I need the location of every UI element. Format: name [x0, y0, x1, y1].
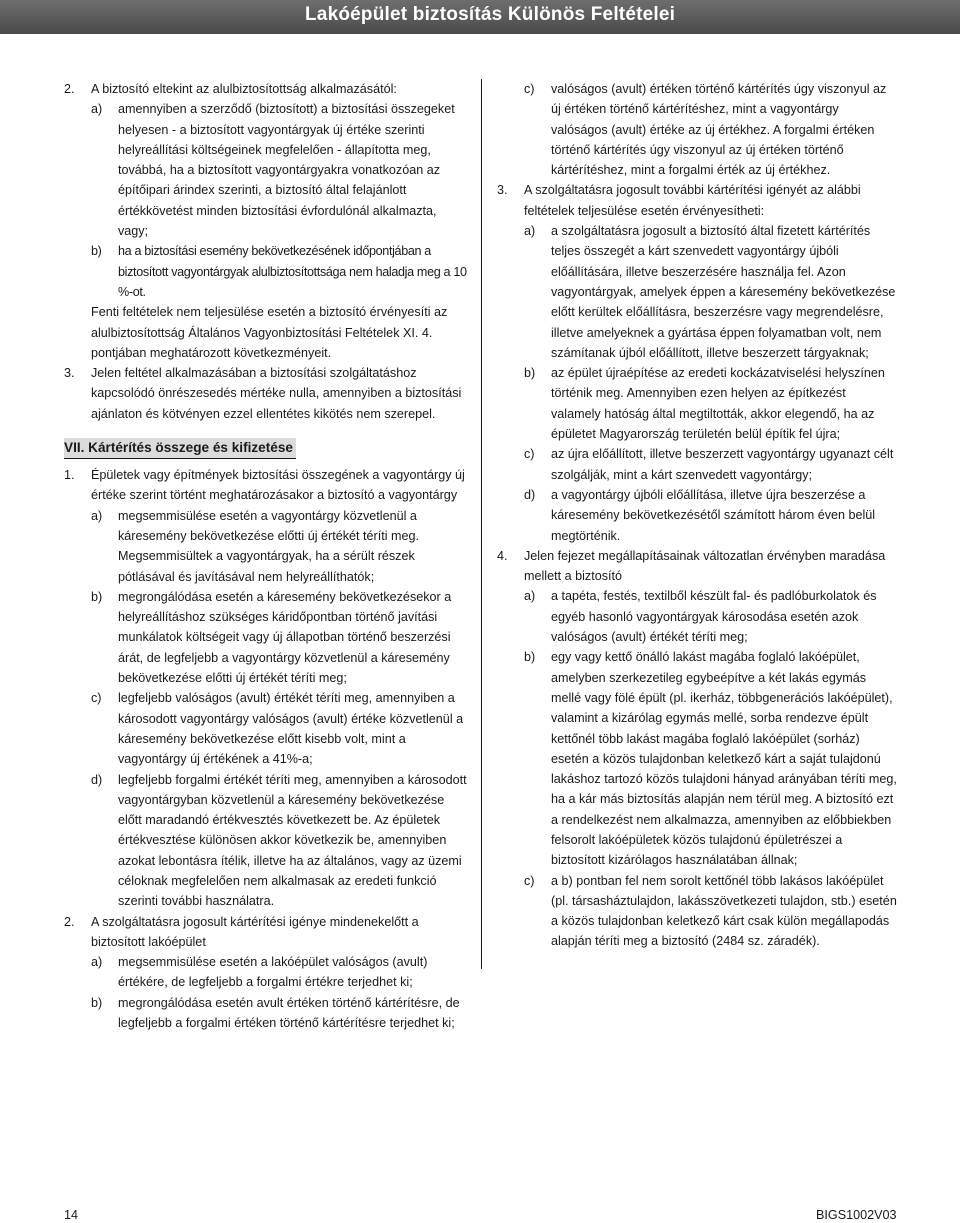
clause-label: c) — [524, 447, 535, 462]
clause-label: c) — [524, 82, 535, 96]
clause-number: 1. — [64, 468, 75, 483]
clause-label: b) — [524, 366, 536, 381]
clause-number: 4. — [497, 548, 508, 563]
clause-label: b) — [91, 244, 102, 259]
header-bar — [0, 0, 960, 34]
clause-text: a vagyontárgy újbóli előállítása, illetve újra beszerzése a káresemény bekövetkezésétől számított három éven belül megtörténik. — [551, 487, 876, 543]
right-column — [497, 79, 897, 952]
clause-vii-4 — [497, 546, 897, 587]
clause-label: a) — [524, 589, 536, 604]
clause-label: a) — [91, 508, 103, 523]
clause-number: 3. — [497, 183, 508, 198]
clause-text: megsemmisülése esetén a vagyontárgy közvetlenül a káresemény bekövetkezése előtti új értékét téríti meg. Megsemmisültek a vagyontárgyak, ha a sérült részek pótlásával és javításával nem helyreállíthatók; — [118, 508, 419, 584]
clause-text: az épület újraépítése az eredeti kockázatviselési helyszínen történik meg. Amennyiben ezen helyen az építkezést valamely hatóság által megtiltották, akkor elegendő, ha az épületet Magyarország területén belül építik fel újra; — [551, 366, 885, 442]
clause-vii-3d — [497, 485, 897, 546]
clause-text: A szolgáltatásra jogosult további kártérítési igényét az alábbi feltételek teljesülése esetén érvényesítheti: — [524, 183, 861, 218]
clause-label: a) — [91, 102, 103, 117]
clause-text: megrongálódása esetén a káresemény bekövetkezésekor a helyreállításhoz szükséges káridőpontban történő javítási munkálatok költségeit vagy új állapotban történő beszerzési árát, de legfeljebb a vagyontárgy közvetlenül a káresemény bekövetkezése előtti új értékét téríti meg; — [118, 589, 452, 686]
clause-label: d) — [91, 772, 103, 787]
clause-vii-3a — [497, 221, 897, 363]
clause-text: az újra előállított, illetve beszerzett vagyontárgy ugyanazt célt szolgálják, mint a kárt szenvedett vagyontárgy; — [551, 447, 894, 482]
clause-label: b) — [91, 995, 103, 1010]
clause-vii-1c — [64, 688, 468, 769]
clause-label: b) — [91, 589, 103, 604]
clause-text: megrongálódása esetén avult értéken történő kártérítésre, de legfeljebb a forgalmi értéken történő kártérítésre terjedhet ki; — [118, 995, 460, 1031]
document-code: BIGS1002V03 — [816, 1208, 897, 1222]
clause-text: megsemmisülése esetén a lakóépület valóságos (avult) értékére, de legfeljebb a forgalmi értékre terjedhet ki; — [118, 955, 428, 990]
clause-vii-3 — [497, 180, 897, 221]
clause-text: amennyiben a szerződő (biztosított) a biztosítási összegeket helyesen - a biztosított vagyontárgyak új értéke szerinti helyreállítási költségeinek megfelelően - állapította meg, továbbá, ha a biztosított vagyontárgyakra vonatkozóan az építőipari árindex szerinti, a biztosító által felajánlott értékkövetést minden biztosítási évfordulónál alkalmazta, vagy; — [118, 102, 455, 239]
clause-text: a b) pontban fel nem sorolt kettőnél több lakásos lakóépület (pl. társasháztulajdon, lakásszövetkezeti tulajdon, stb.) esetén a közös tulajdonban keletkező kárt csak külön megállapodás alapján téríti meg a biztosító (2484 sz. záradék). — [551, 873, 897, 949]
clause-label: c) — [524, 873, 535, 888]
section-heading: VII. Kártérítés összege és kifizetése — [64, 438, 296, 459]
clause-2b — [64, 241, 468, 302]
clause-text: A szolgáltatásra jogosult kártérítési igénye mindenekelőtt a biztosított lakóépület — [91, 914, 419, 949]
clause-text: Épületek vagy építmények biztosítási összegének a vagyontárgy új értéke szerint történt meghatározásakor a biztosító a vagyontárgy — [91, 468, 465, 503]
clause-text: A biztosító eltekint az alulbiztosítottság alkalmazásától: — [91, 82, 397, 96]
clause-text: legfeljebb forgalmi értékét téríti meg, amennyiben a károsodott vagyontárgyban közvetlenül a káresemény bekövetkezése előtt maradandó értékvesztés következett be. Az épületek értékvesztése különösen akkor következik be, amennyiben azokat lebontásra ítélik, illetve ha az általános, vagy az üzemi céloknak megfelelően nem alkalmasak az eredeti funkció szerinti további használatra. — [118, 772, 467, 909]
clause-vii-4a — [497, 586, 897, 647]
clause-vii-1d — [64, 770, 468, 912]
clause-text: valóságos (avult) értéken történő kártérítés úgy viszonyul az új értéken történő kártérítéshez, mint a vagyontárgy valóságos (avult) értéke az új értékhez. A forgalmi értéken történő kártérítés úgy viszonyul az új értéken történő kártérítéshez, mint a forgalmi érték az új értékhez. — [551, 82, 887, 178]
clause-vii-4b — [497, 647, 897, 870]
clause-2 — [64, 79, 468, 99]
clause-3 — [64, 363, 468, 424]
clause-vii-2b — [64, 993, 468, 1034]
clause-text: a szolgáltatásra jogosult a biztosító által fizetett kártérítés teljes összegét a kárt szenvedett vagyontárgy újbóli előállítására, illetve beszerzésére használja fel. Azon vagyontárgyak, amelyek éppen a káresemény bekövetkezése előtt kerültek előállításra, beszerzésre vagy megrendelésre, illetve amelyeknek a gyártása éppen folyamatban volt, nem számítanak újból előállított, illetve beszerzett tárgyaknak; — [551, 224, 896, 360]
left-column — [64, 79, 468, 1033]
page-number: 14 — [64, 1208, 79, 1222]
clause-text: legfeljebb valóságos (avult) értékét téríti meg, amennyiben a károsodott vagyontárgy valóságos (avult) értéke közvetlenül a káresemény bekövetkezése előtt kisebb volt, mint a vagyontárgy új értékének a 41%-a; — [118, 691, 464, 767]
clause-2a — [64, 99, 468, 241]
clause-vii-1 — [64, 465, 468, 506]
clause-label: a) — [91, 955, 103, 970]
clause-vii-4c — [497, 871, 897, 952]
clause-vii-2c — [497, 79, 897, 180]
clause-label: d) — [524, 487, 536, 502]
clause-number: 2. — [64, 914, 75, 929]
clause-vii-2 — [64, 912, 468, 953]
clause-text: a tapéta, festés, textilből készült fal- és padlóburkolatok és egyéb hasonló vagyontárgyak károsodása esetén azok valóságos (avult) értékét téríti meg; — [551, 589, 877, 645]
column-divider — [481, 79, 482, 969]
clause-label: b) — [524, 650, 536, 665]
clause-vii-3c — [497, 444, 897, 485]
clause-2-note: Fenti feltételek nem teljesülése esetén a biztosító érvényesíti az alulbiztosítottság Általános Vagyonbiztosítási Feltételek XI. 4. pontjában meghatározott következményeit. — [91, 305, 448, 360]
clause-text: egy vagy kettő önálló lakást magába foglaló lakóépület, amelyben szerkezetileg egybeépítve a két lakás egymás mellé vagy fölé épült (pl. ikerház, többgenerációs lakóépület), valamint a kizárólag egymás mellé, sorba rendezve épült kettőnél több lakást magába foglaló lakóépület (sorház) esetén a közös tulajdonban keletkező kárt a saját tulajdonú lakáshoz tartozó közös tulajdoni hányad arányában téríti meg, ha a kár más biztosítás alapján nem térül meg. A biztosító ezt a rendelkezést nem alkalmazza, amennyiben az előbbiekben felsorolt lakóépületek közös tulajdonú épületrészei a biztosított kizárólagos használatában állnak; — [551, 650, 897, 868]
clause-text: ha a biztosítási esemény bekövetkezésének időpontjában a biztosított vagyontárgyak alulbiztosítottsága nem haladja meg a 10 %-ot. — [118, 244, 467, 299]
clause-vii-2a — [64, 952, 468, 993]
clause-label: a) — [524, 224, 536, 239]
clause-text: Jelen feltétel alkalmazásában a biztosítási szolgáltatáshoz kapcsolódó önrészesedés mértéke nulla, amennyiben a biztosítási ajánlaton és kötvényen ezzel ellentétes kikötés nem szerepel. — [91, 366, 462, 421]
clause-vii-1b — [64, 587, 468, 688]
page-title: Lakóépület biztosítás Különös Feltételei — [305, 4, 676, 25]
clause-number: 2. — [64, 82, 75, 96]
clause-number: 3. — [64, 366, 75, 381]
clause-vii-1a — [64, 506, 468, 587]
clause-text: Jelen fejezet megállapításainak változatlan érvényben maradása mellett a biztosító — [524, 548, 886, 584]
clause-label: c) — [91, 691, 102, 706]
clause-vii-3b — [497, 363, 897, 444]
